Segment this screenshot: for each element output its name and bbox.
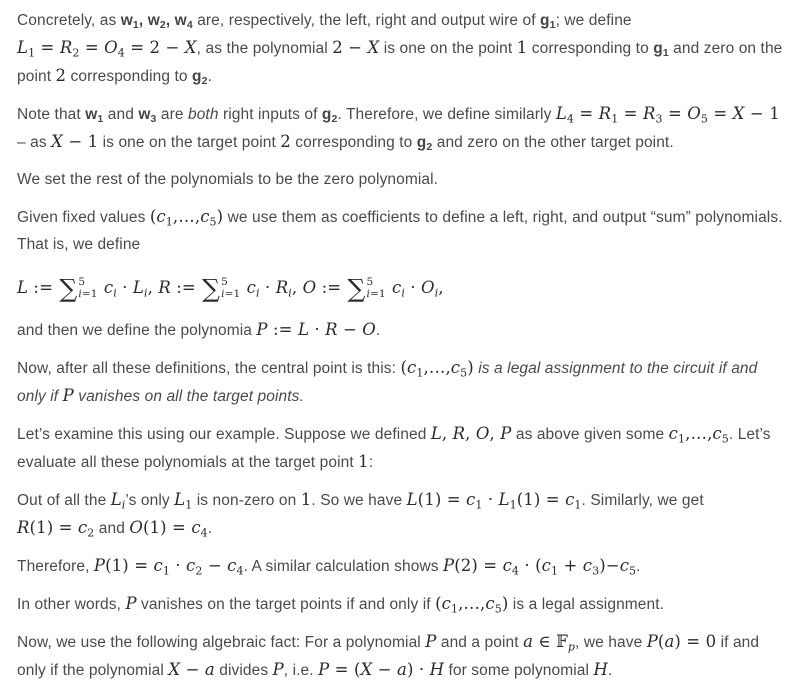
text-run: corresponding to (290, 134, 417, 151)
bold-symbol: $g_2$ (321, 106, 338, 125)
text-run: right inputs of (218, 106, 322, 123)
text-run: is one on the target point (98, 134, 281, 151)
text-run: ’s only (125, 492, 175, 509)
text-run: Out of all the (17, 492, 111, 509)
text-run: Now, we use the following algebraic fact: For a polynomial (17, 634, 426, 651)
text-run: , we have (575, 634, 647, 651)
math-expression: P := L · R − O (256, 320, 376, 339)
paragraph-4 (17, 203, 783, 258)
bold-symbol: $w_3$ (138, 106, 157, 125)
math-expression: $P(1) = c_1 \cdot c_2 - c_4$ (93, 556, 244, 578)
text-run: are, respectively, the left, right and output wire of (192, 12, 541, 29)
sum-symbol (59, 276, 97, 302)
text-run: and then we define the polynomia (17, 322, 257, 339)
text-run: for some polynomial (444, 662, 594, 679)
text-run: is one on the point (379, 40, 517, 57)
text-run: . (375, 322, 381, 339)
math-expression: X − a (168, 660, 215, 679)
math-expression: $(c_1,\dots,c_5)$ (435, 594, 509, 616)
italic-text: vanishes on all the target points. (73, 388, 304, 405)
text-run: , i.e. (283, 662, 319, 679)
text-run: . (207, 520, 213, 537)
sigma-glyph: ∑ (202, 274, 221, 303)
sum-limits: 5 i=1 (78, 275, 98, 300)
italic-text: both (187, 106, 219, 123)
math-expression: 1 (358, 452, 369, 471)
bold-symbol: $g_2$ (192, 68, 208, 87)
paragraph-2 (17, 100, 783, 156)
text-run: and zero on the point (17, 40, 783, 85)
paragraph-7 (17, 354, 783, 410)
text-run: is a legal assignment. (508, 596, 665, 613)
italic-text: is a legal assignment to the circuit if and only if (17, 360, 758, 405)
paragraph-11 (17, 590, 783, 618)
sigma-glyph: ∑ (347, 274, 366, 303)
math-expression: $(c_1,\dots,c_5)$ (149, 207, 224, 229)
bold-symbol: $w_1$, $w_2$, $w_4$ (120, 12, 193, 31)
text-run: . So we have (311, 492, 407, 509)
math-expression: $c_1,\dots,c_5$ (668, 424, 729, 446)
text-run: and a point (436, 634, 524, 651)
text-run: Let’s examine this using our example. Suppose we defined (17, 426, 431, 443)
text-run: Concretely, as (17, 12, 121, 29)
text-run: . (607, 662, 613, 679)
sum-symbol (202, 276, 240, 302)
math-expression: $O(1) = c_4$ (129, 518, 208, 540)
sum-symbol (348, 276, 386, 302)
math-expression: H (593, 660, 608, 679)
text-run: corresponding to (527, 40, 654, 57)
math-expression: $(c_1,\dots,c_5)$ (400, 358, 474, 380)
math-expression: 1 (300, 490, 312, 509)
sigma-glyph: ∑ (59, 274, 78, 303)
text-run: . (207, 68, 212, 85)
text-run: and (94, 520, 130, 537)
math-expression: $L(1) = c_1 \cdot L_1(1) = c_1$ (406, 490, 582, 512)
math-expression: $P(2) = c_4 \cdot (c_1 + c_3)-c_5$ (443, 556, 637, 578)
bold-symbol: $g_1$ (653, 40, 669, 59)
sum-limits: 5 i=1 (366, 275, 386, 300)
paragraph-12 (17, 628, 783, 684)
math-expression: P (425, 632, 437, 651)
paragraph-10 (17, 552, 783, 580)
text-run: vanishes on the target points if and only if (136, 596, 436, 613)
text-run: we use them as coefficients to define a left, right, and output “sum” polynomials. That is, we define (17, 209, 783, 253)
math-expression: $L_i$ (110, 490, 126, 512)
text-run: Note that (17, 106, 86, 123)
math-expression: 1 (516, 38, 528, 57)
math-expression: L := (17, 278, 54, 297)
paragraph-6 (17, 316, 783, 344)
text-run: and (103, 106, 139, 123)
text-run: In other words, (17, 596, 126, 613)
bold-symbol: $w_1$ (85, 106, 104, 125)
paragraph-9 (17, 486, 783, 542)
text-run: Given fixed values (17, 209, 150, 226)
sum-limits: 5 i=1 (221, 275, 241, 300)
paragraph-3 (17, 166, 783, 193)
math-expression: $L_1 = R_2 = O_4 = 2 - X$ (17, 38, 197, 60)
math-expression: $L_4 = R_1 = R_3 = O_5 = X - 1$ (555, 104, 780, 126)
bold-symbol: $g_1$ (540, 12, 556, 31)
text-run: are (156, 106, 188, 123)
math-expression: 2 (280, 132, 291, 151)
math-expression: a ∈ 𝔽$_p$ (523, 632, 576, 654)
text-run: if and only if the polynomial (17, 634, 760, 679)
text-run: . A similar calculation shows (243, 558, 443, 575)
text-run: Therefore, (17, 558, 94, 575)
math-expression: 2 (55, 66, 67, 85)
math-expression: X − 1 (51, 132, 99, 151)
text-run: : (368, 454, 374, 471)
math-expression: P = (X − a) · H (318, 660, 445, 679)
math-expression: L, R, O, P (430, 424, 512, 443)
paragraph-8 (17, 420, 783, 476)
math-expression: P (272, 660, 284, 679)
math-expression: P (62, 386, 74, 405)
text-run: . Let’s evaluate all these polynomials at the target point (17, 426, 771, 471)
paragraph-5 (17, 268, 783, 307)
text-run: . Similarly, we get (581, 492, 704, 509)
math-expression: 2 − X (332, 38, 380, 57)
text-run: We set the rest of the polynomials to be the zero polynomial. (17, 171, 439, 188)
math-expression: $L_1$ (174, 490, 193, 512)
text-run: is non-zero on (192, 492, 301, 509)
text-run: and zero on the other target point. (432, 134, 674, 151)
math-expression: $R(1) = c_2$ (17, 518, 95, 540)
bold-symbol: $g_2$ (416, 134, 433, 153)
text-run: – as (17, 134, 52, 151)
paragraph-1 (17, 7, 783, 90)
text-run: . Therefore, we define similarly (337, 106, 556, 123)
math-expression: $c_i \cdot L_i$, R := (103, 278, 196, 300)
text-run: Now, after all these definitions, the central point is this: (17, 360, 401, 377)
text-run: , as the polynomial (196, 40, 333, 57)
text-run: . (636, 558, 641, 575)
math-expression: P(a) = 0 (646, 632, 717, 651)
math-expression: P (125, 594, 137, 613)
math-expression: $c_i \cdot R_i$, O := (246, 278, 342, 300)
text-run: corresponding to (66, 68, 193, 85)
math-expression: $c_i \cdot O_i$, (392, 278, 444, 300)
text-run: as above given some (511, 426, 669, 443)
text-run: divides (214, 662, 273, 679)
text-run: ; we define (555, 12, 632, 29)
